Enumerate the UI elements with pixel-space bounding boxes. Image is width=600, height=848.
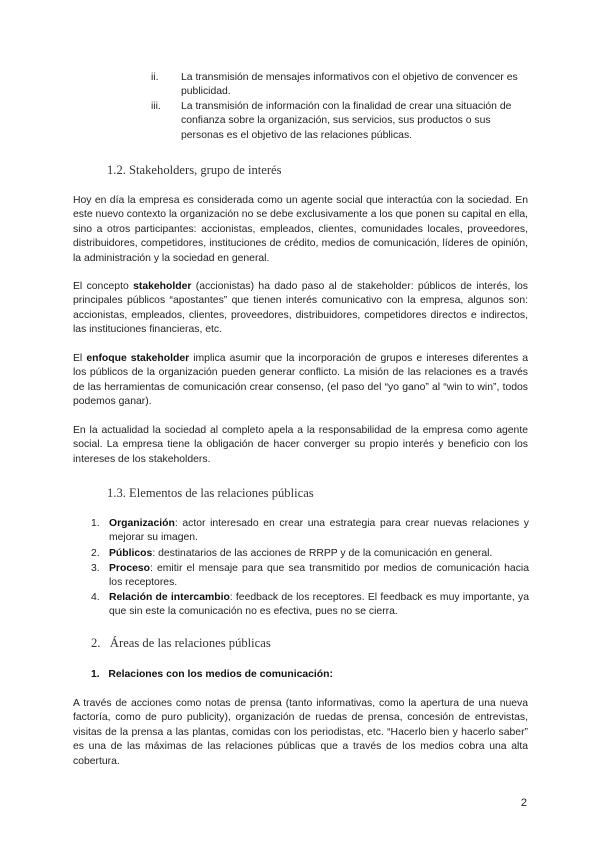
list-item: Proceso: emitir el mensaje para que sea transmitido por medios de comunicación hacia los receptores. (109, 563, 529, 589)
list-item: Públicos: destinatarios de las acciones de RRPP y de la comunicación en general. (109, 548, 493, 559)
subsection-title: Relaciones con los medios de comunicación: (108, 669, 333, 680)
paragraph-3: El enfoque stakeholder implica asumir que la incorporación de grupos e intereses diferentes a los públicos de la organización pueden generar conflicto. La misión de las relaciones es a través de las herramientas de comunicación crear consenso, (el paso del “yo gano” al “win to win”, todos podemos ganar). (73, 353, 528, 408)
list-item: La transmisión de información con la finalidad de crear una situación de confianza sobre la organización, sus servicios, sus productos o sus personas es el objetivo de las relaciones públicas. (181, 101, 512, 141)
list-marker: 3. (91, 563, 100, 574)
paragraph-5: A través de acciones como notas de prensa (tanto informativas, como la apertura de una nueva factoría, como de puro publicity), organización de ruedas de prensa, concesión de entrevistas, visitas de la prensa a las plantas, comidas con los periodistas, etc. “Hacerlo bien y hacerlo saber” es una de las máximas de las relaciones públicas que a través de los medios cobra una alta cobertura. (73, 698, 528, 767)
list-marker: 4. (91, 592, 100, 603)
list-marker: iii. (151, 101, 161, 112)
section-heading-1-2: 1.2. Stakeholders, grupo de interés (107, 163, 282, 177)
paragraph-2: El concepto stakeholder (accionistas) ha dado paso al de stakeholder: públicos de interés, los principales públicos “apostantes” que tienen interés comunicativo con la empresa, algunos son: accionistas, empleados, clientes, proveedores, distribuidores, competidores directos e indirectos, las instituciones financieras, etc. (73, 281, 528, 336)
list-item: Relación de intercambio: feedback de los receptores. El feedback es muy importante, ya que sin este la comunicación no es efectiva, pues no se cierra. (109, 592, 529, 618)
paragraph-1: Hoy en día la empresa es considerada como un agente social que interactúa con la sociedad. En este nuevo contexto la organización no se debe exclusivamente a los que ponen su capital en ella, sino a otros participantes: accionistas, empleados, clientes, comunidades locales, proveedores, distribuidores, competidores, instituciones de crédito, medios de comunicación, líderes de opinión, la administración y la sociedad en general. (73, 195, 528, 264)
section-number: 2. (91, 636, 101, 650)
paragraph-4: En la actualidad la sociedad al completo apela a la responsabilidad de la empresa como agente social. La empresa tiene la obligación de hacer converger su propio interés y beneficio con los intereses de los stakeholders. (73, 425, 528, 465)
list-marker: 1. (91, 518, 100, 529)
subsection-number: 1. (91, 669, 100, 680)
subsection-heading-1 (91, 668, 333, 682)
section-heading-1-3: 1.3. Elementos de las relaciones públicas (107, 486, 314, 500)
section-heading-2 (91, 636, 271, 651)
list-item: Organización: actor interesado en crear una estrategia para crear nuevas relaciones y mejorar su imagen. (109, 518, 529, 544)
page-number: 2 (520, 797, 527, 809)
list-marker: 2. (91, 548, 100, 559)
list-item: La transmisión de mensajes informativos con el objetivo de convencer es publicidad. (181, 72, 518, 98)
list-marker: ii. (151, 72, 159, 83)
section-title: Áreas de las relaciones públicas (109, 636, 271, 650)
